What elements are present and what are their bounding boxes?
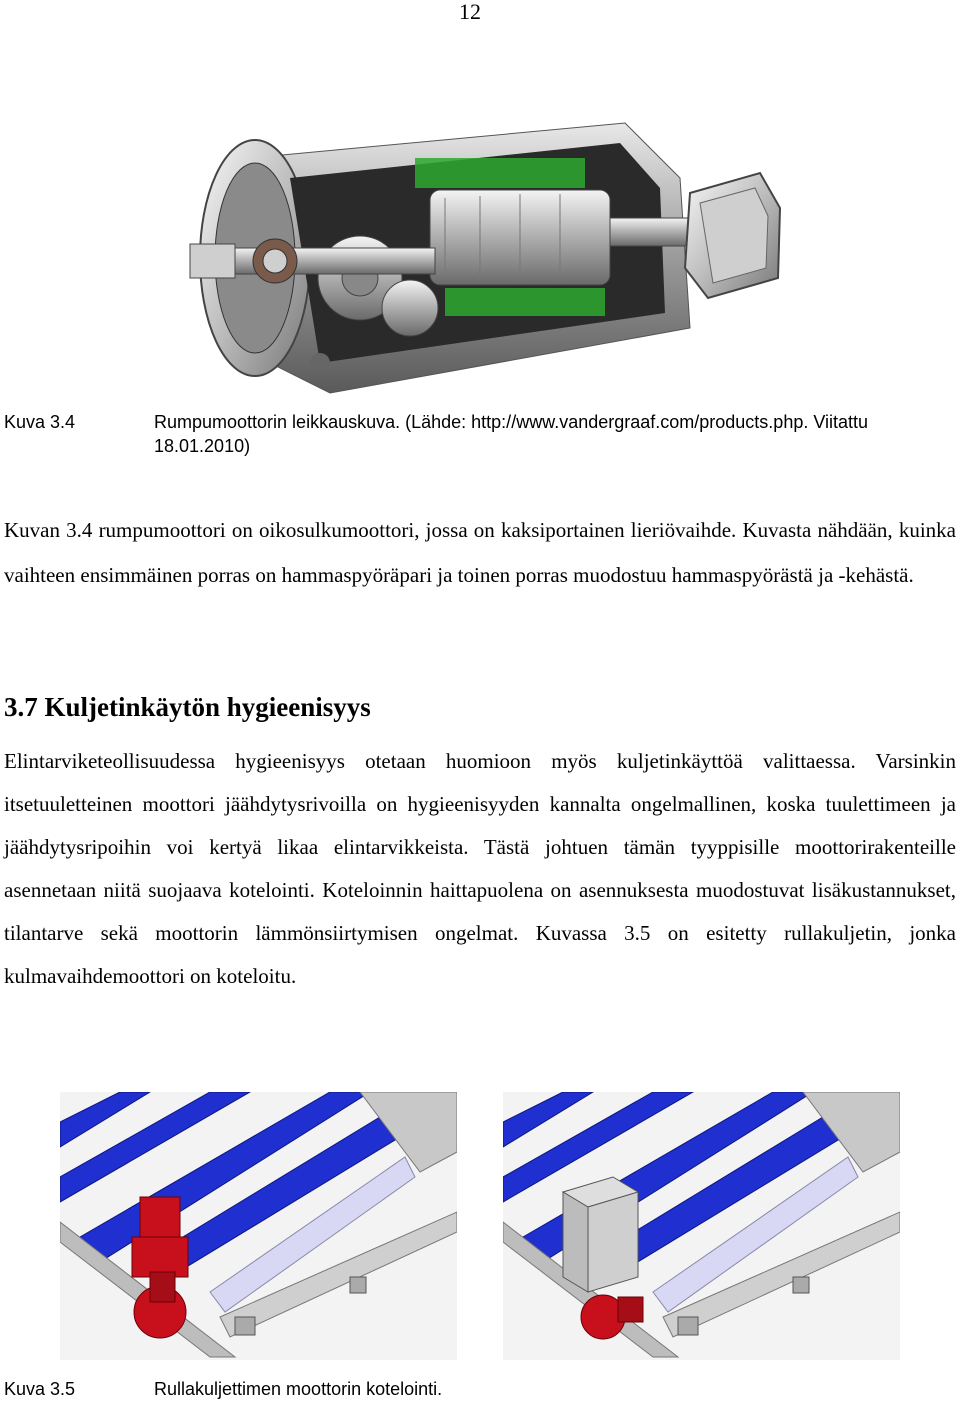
figure-3-5-caption xyxy=(4,1377,954,1401)
figure-3-4-caption xyxy=(4,410,954,460)
caption-number: Kuva 3.4 xyxy=(4,412,76,432)
section-heading: 3.7 Kuljetinkäytön hygieenisyys xyxy=(4,692,371,722)
caption-number: Kuva 3.5 xyxy=(4,1379,76,1399)
caption-text: Rullakuljettimen moottorin kotelointi. xyxy=(154,1379,443,1399)
caption-text: Rumpumoottorin leikkauskuva. (Lähde: http://www.vandergraaf.com/products.php. Viitattu 18.01.2010) xyxy=(154,412,869,456)
drum-motor-cutaway-image xyxy=(180,118,790,398)
conveyor-enclosed-motor-illustration xyxy=(503,1092,900,1360)
paragraph: Kuvan 3.4 rumpumoottori on oikosulkumoottori, jossa on kaksiportainen lieriövaihde. Kuvasta nähdään, kuinka vaihteen ensimmäinen porras on hammaspyöräpari ja toinen porras muodostuu hammaspyörästä ja -kehästä. xyxy=(4,518,956,587)
page-number: 12 xyxy=(459,0,481,24)
conveyor-exposed-motor-illustration xyxy=(60,1092,457,1360)
conveyor-exposed-motor-image xyxy=(60,1092,457,1360)
conveyor-enclosed-motor-image xyxy=(503,1092,900,1360)
paragraph: Elintarviketeollisuudessa hygieenisyys otetaan huomioon myös kuljetinkäyttöä valittaessa. Varsinkin itsetuuletteinen moottori jäähdytysrivoilla on hygieenisyyden kannalta ongelmallinen, koska tuulettimeen ja jäähdytysripoihin voi kertyä likaa elintarvikkeista. Tästä johtuen tämän tyyppisille moottorirakenteille asennetaan niitä suojaava kotelointi. Koteloinnin haittapuolena on asennuksesta muodostuvat lisäkustannukset, tilantarve sekä moottorin lämmönsiirtymisen ongelmat. Kuvassa 3.5 on esitetty rullakuljetin, jonka kulmavaihdemoottori on koteloitu. xyxy=(4,749,956,988)
drum-motor-illustration xyxy=(180,118,790,398)
